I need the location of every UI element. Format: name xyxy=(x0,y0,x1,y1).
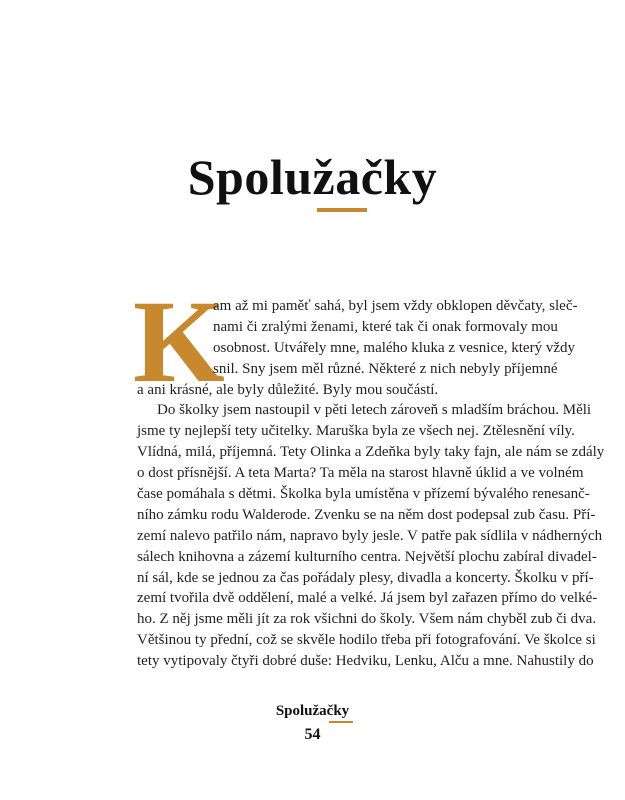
text-line: ní sál, kde se jednou za čas pořádaly plesy, divadla a koncerty. Školku v pří- xyxy=(137,569,594,586)
text-line: sálech knihovna a zázemí kulturního centra. Největší plochu zabíral divadel- xyxy=(137,548,597,565)
text-line: Většinou ty přední, což se skvěle hodilo třeba při fotografování. Ve školce si xyxy=(137,632,596,649)
text-line: jsme ty nejlepší tety učitelky. Maruška byla ze všech nej. Ztělesnění víly. xyxy=(137,423,575,440)
page-number: 54 xyxy=(304,726,321,743)
text-line: zemí tvořila dvě oddělení, malé a velké. Já jsem byl zařazen přímo do velké- xyxy=(137,590,598,607)
running-footer-title: Spolužačky xyxy=(275,703,350,719)
text-line: ního zámku rodu Walderode. Zvenku se na něm dost podepsal zub času. Pří- xyxy=(137,506,596,523)
text-line: čase pomáhala s dětmi. Školka byla umístěna v přízemí bývalého renesanč- xyxy=(137,486,590,503)
text-line: ho. Z něj jsme měli jít za rok všichni do školy. Všem nám chyběl zub či dva. xyxy=(137,611,597,628)
text-line: osobnost. Utvářely mne, malého kluka z vesnice, který vždy xyxy=(213,339,575,356)
text-line: o dost přísnější. A teta Marta? Ta měla na starost hlavně úklid a ve volném xyxy=(137,465,584,482)
title-underline xyxy=(317,208,367,212)
chapter-title: Spolužačky xyxy=(187,149,438,205)
text-line: nami či zralými ženami, které tak či onak formovaly mou xyxy=(213,318,558,335)
text-line: am až mi paměť sahá, byl jsem vždy obklopen děvčaty, sleč- xyxy=(213,298,578,314)
text-line: a ani krásné, ale byly důležité. Byly mou součástí. xyxy=(137,381,439,398)
text-line: zemí nalevo patřilo nám, napravo byly jesle. V patře pak sídlila v nádherných xyxy=(137,527,603,544)
text-line: snil. Sny jsem měl různé. Některé z nich nebyly příjemné xyxy=(213,360,558,377)
body-text xyxy=(137,296,605,672)
drop-cap: K xyxy=(133,276,225,407)
footer-underline xyxy=(329,721,353,723)
text-line: tety vytipovaly čtyři dobré duše: Hedviku, Lenku, Alču a mne. Nahustily do xyxy=(137,653,594,670)
text-line: Do školky jsem nastoupil v pěti letech zároveň s mladším bráchou. Měli xyxy=(157,402,592,419)
text-line: Vlídná, milá, příjemná. Tety Olinka a Zdeňka byly taky fajn, ale nám se zdály xyxy=(137,444,605,461)
